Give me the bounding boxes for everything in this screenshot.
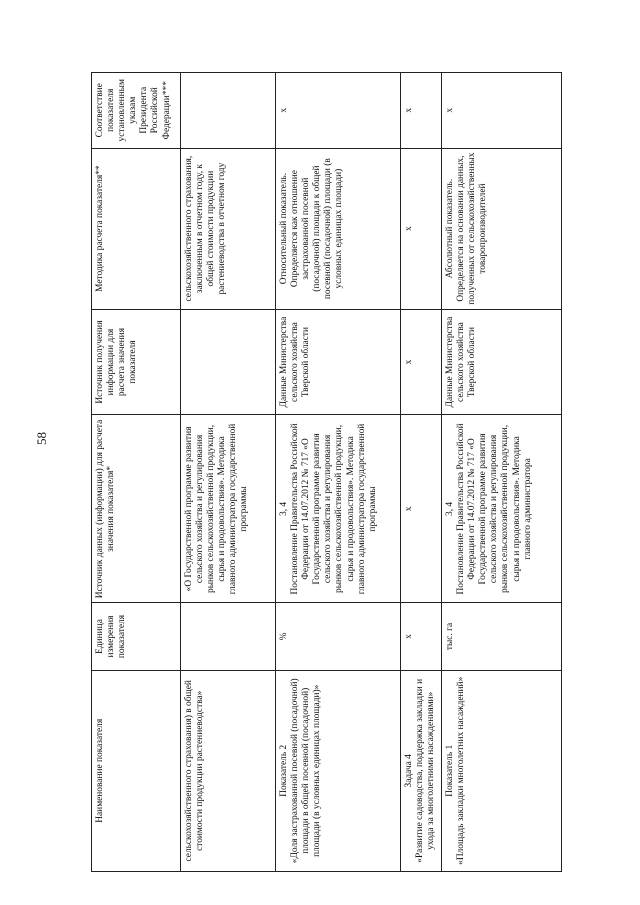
row-3-name-title: Задача 4 [404,754,414,788]
row-1-obtain [181,309,276,415]
row-2-compliance: x [276,73,401,149]
row-2-source-code: 3, 4 [279,501,289,516]
row-1-source: «О Государственной программе развития сельского хозяйства и регулирования рынков сельскохозяйственной продукции, сырья и продовольствия». Методика главного администратора государственной программы [181,415,276,603]
row-4-name-cell [442,670,562,871]
row-1-unit [181,603,276,670]
row-4-source: Постановление Правительства Российской Федерации от 14.07.2012 № 717 «О Государственной программе развития сельского хозяйства и регулирования рынков сельскохозяйственной продукции, сырья и продовольствия». Методика главного администратора [456,423,533,595]
table-row [401,73,442,872]
row-2-source: Постановление Правительства Российской Федерации от 14.07.2012 № 717 «О Государственной программе развития сельского хозяйства и регулирования рынков сельскохозяйственной продукции, сырья и продовольствия». Методика главного администратора государственной программы [290,423,378,595]
row-1-name: сельскохозяйственного страхования) в общей стоимости продукции растениеводства» [181,670,276,871]
row-3-obtain: x [401,309,442,415]
row-2-obtain: Данные Министерства сельского хозяйства Тверской области [276,309,401,415]
row-3-compliance: x [401,73,442,149]
row-4-method: Абсолютный показатель. Определяется на основании данных, полученных от сельскохозяйственных товаропроизводителей [442,148,562,309]
row-4-unit: тыс. га [442,603,562,670]
row-4-source-cell [442,415,562,603]
row-2-source-cell [276,415,401,603]
row-4-obtain: Данные Министерства сельского хозяйства Тверской области [442,309,562,415]
header-source: Источник данных (информации) для расчета значения показателя* [92,415,181,603]
row-2-method: Относительный показатель. Определяется как отношение застрахованной посевной (посадочной) площади к общей посевной (посадочной) площади (в условных единицах площади) [276,148,401,309]
header-method: Методика расчета показателя** [92,148,181,309]
row-3-unit: x [401,603,442,670]
rotated-table-container [91,72,561,872]
row-4-name: «Площадь закладки многолетних насаждений» [456,676,467,865]
row-2-name-title: Показатель 2 [279,744,289,797]
row-2-name: «Доля застрахованной посевной (посадочной) площади в общей посевной (посадочной) площади (в условных единицах площади)» [290,678,323,864]
row-4-name-title: Показатель 1 [445,744,455,797]
row-4-source-code: 3, 4 [445,501,455,516]
indicators-table [91,72,562,872]
table-row [181,73,276,872]
row-3-source: x [401,415,442,603]
row-3-name: «Развитие садоводства, поддержка закладки и ухода за многолетними насаждениями» [415,678,437,863]
row-3-name-cell [401,670,442,871]
header-compliance: Соответствие показателя установленным указам Президента Российской Федерации*** [92,73,181,149]
header-name: Наименование показателя [92,670,181,871]
table-header-row [92,73,181,872]
header-obtain: Источник получения информации для расчета значения показателя [92,309,181,415]
header-unit: Единица измерения показателя [92,603,181,670]
row-1-compliance [181,73,276,149]
page-number: 58 [34,432,49,445]
row-1-method: сельскохозяйственного страхования, заключенным в отчетном году, к общей стоимости продукции растениеводства в отчетном году [181,148,276,309]
table-row [442,73,562,872]
table-row [276,73,401,872]
row-4-compliance: x [442,73,562,149]
row-2-name-cell [276,670,401,871]
row-2-unit: % [276,603,401,670]
row-3-method: x [401,148,442,309]
